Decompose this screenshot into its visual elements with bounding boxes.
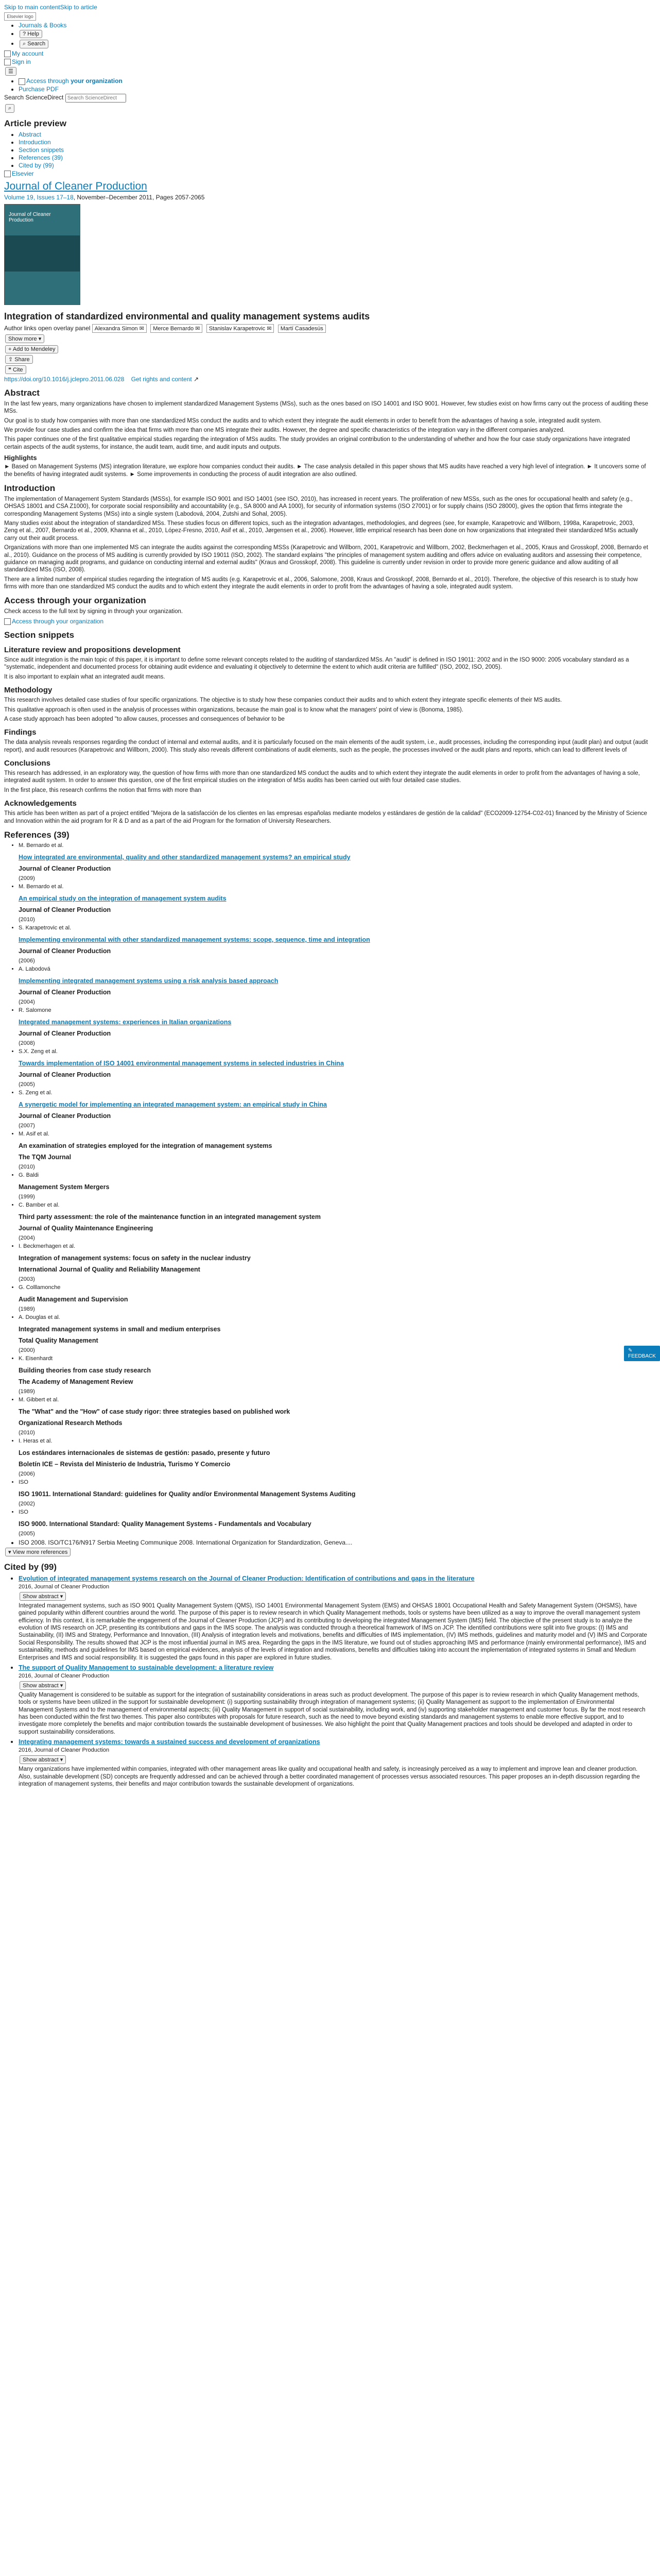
- mail-icon: ✉: [195, 325, 200, 332]
- reference-year: (2004): [19, 1234, 35, 1241]
- reference-year: (1989): [19, 1388, 35, 1395]
- volume-info: , November–December 2011, Pages 2057-2065: [73, 193, 205, 201]
- cited-meta: 2016, Journal of Cleaner Production: [19, 1672, 110, 1679]
- reference-journal: Journal of Cleaner Production: [19, 1029, 111, 1037]
- reference-title[interactable]: Implementing integrated management systems using a risk analysis based approach: [19, 977, 279, 985]
- meth-p3: A case study approach has been adopted "to allow causes, processes and consequences of behavior to be: [4, 716, 285, 722]
- institution-icon: [4, 618, 11, 625]
- search-submit-button[interactable]: [5, 104, 14, 113]
- reference-last-item: • ISO 2008. ISO/TC176/N917 Serbia Meeting Communique 2008. International Organization for Standardization, Geneva....: [19, 1539, 649, 1546]
- meth-p2: This qualitative approach is often used in the analysis of processes within organizations, because the main goal is to know what the managers' point of view is (Bonoma, 1985).: [4, 706, 464, 713]
- search-input[interactable]: [65, 94, 126, 103]
- reference-item: [19, 966, 649, 1005]
- reference-author: • S. Zeng et al.: [19, 1090, 649, 1096]
- lit-p1: Since audit integration is the main topic of this paper, it is important to define some relevant concepts related to the auditing of standardized MSs. An "audit" is defined in ISO 19011: 2002 and in the ISO 9000: 2005 vocabulary standard as a "systematic, independent and documented process for obtaining audit evidence and evaluating it objectively to determine the extent to which audit criteria are fulfilled" (ISO, 2002, ISO, 2005).: [4, 657, 629, 671]
- reference-item: [19, 1355, 649, 1395]
- view-more-references-button[interactable]: ▾ View more references: [5, 1548, 71, 1556]
- chevron-down-icon: ▾: [60, 1682, 63, 1689]
- reference-journal: Organizational Research Methods: [19, 1419, 123, 1427]
- reference-title: Building theories from case study research: [19, 1366, 151, 1374]
- article-title: Integration of standardized environmental and quality management systems audits: [4, 311, 370, 321]
- abstract-p4: This paper continues one of the first qualitative empirical studies regarding the integration of MSs audits. The study provides an original contribution to the understanding of whether and how the four case study organizations have integrated certain aspects of the audit systems, for instance, the audit team, audit time, and audit inputs and outputs.: [4, 436, 630, 450]
- preview-toc: [19, 131, 649, 169]
- journals-books-link[interactable]: Journals & Books: [19, 21, 67, 29]
- external-link-icon: ↗: [194, 375, 199, 383]
- cited-by-list: [4, 1574, 649, 1788]
- highlights-heading: Highlights: [4, 454, 37, 462]
- show-more-button[interactable]: Show more ▾: [5, 334, 44, 343]
- reference-title: Management System Mergers: [19, 1183, 110, 1191]
- reference-item: [19, 884, 649, 923]
- reference-item: [19, 1172, 649, 1200]
- reference-item: [19, 925, 649, 964]
- reference-title: Third party assessment: the role of the maintenance function in an integrated management system: [19, 1213, 321, 1221]
- reference-title[interactable]: Integrated management systems: experiences in Italian organizations: [19, 1018, 232, 1026]
- lit-p2: It is also important to explain what an integrated audit means.: [4, 673, 165, 680]
- sign-in-link[interactable]: Sign in: [12, 58, 31, 65]
- lit-review-heading: Literature review and propositions development: [4, 646, 181, 655]
- skip-link[interactable]: Skip to main contentSkip to article: [4, 4, 97, 11]
- reference-author: • G. Colllamonche: [19, 1284, 649, 1291]
- cited-meta: 2016, Journal of Cleaner Production: [19, 1583, 110, 1590]
- reference-year: (2006): [19, 1470, 35, 1477]
- mail-icon: ✉: [267, 325, 272, 332]
- author-3[interactable]: Stanislav Karapetrovic ✉: [206, 324, 274, 333]
- cover-title: Journal of Cleaner Production: [9, 211, 51, 223]
- access-through-org-link[interactable]: Access through your organization: [12, 617, 104, 625]
- reference-journal: International Journal of Quality and Reliability Management: [19, 1265, 200, 1273]
- access-org-link[interactable]: Access through your organization: [26, 77, 123, 85]
- ack-heading: Acknowledgements: [4, 799, 77, 808]
- conc-p1: This research has addressed, in an exploratory way, the question of how firms with more than one standardized MS conduct the audits and to which extent they integrate the audit elements in order to profit from the advantages of having a sole, integrated audit system. In order to answer this question, one of the first empirical studies on the integration of MSs audits has been carried out with four detailed case studies.: [4, 770, 640, 784]
- reference-journal: Journal of Cleaner Production: [19, 1112, 111, 1120]
- share-button[interactable]: ⇪ Share: [5, 355, 33, 364]
- author-4[interactable]: Martí Casadesús: [278, 325, 326, 333]
- reference-item: [19, 1007, 649, 1046]
- find-p1: The data analysis reveals responses regarding the conduct of internal and external audits, and it is particularly focused on the main elements of the audit system, i.e., audit processes, including the corresponding input (audit plan) and output (audit report), and audit resources (Karapetrovic and Willborn, 2000). This study also reveals different combinations of audit elements, such as the people, the processes involved or the audit plans and reports, which can lead to different levels of: [4, 739, 648, 753]
- preview-heading: Article preview: [4, 118, 66, 128]
- reference-journal: Journal of Cleaner Production: [19, 865, 111, 872]
- reference-year: (1999): [19, 1193, 35, 1200]
- intro-p4: There are a limited number of empirical studies regarding the integration of MS audits (e.g. Karapetrovic et al., 2006, Salomone, 2008, Kraus and Grosskopf, 2008, Bernardo et al., 2010). Therefore, the objective of this research is to study how firms with more than one standardized MS conduct the audits and to which extent they integrate the audit elements in order to profit from the advantages of having a sole, integrated audit system.: [4, 576, 638, 590]
- help-icon: ?: [23, 30, 26, 37]
- reference-title: Integration of management systems: focus on safety in the nuclear industry: [19, 1254, 251, 1262]
- hamburger-icon: ☰: [8, 69, 13, 75]
- chevron-down-icon: ▾: [8, 1549, 11, 1555]
- reference-year: (2007): [19, 1122, 35, 1129]
- reference-year: (2005): [19, 1530, 35, 1537]
- reference-item: [19, 1243, 649, 1282]
- reference-author: • S. Karapetrovic et al.: [19, 925, 649, 931]
- author-1[interactable]: Alexandra Simon ✉: [92, 324, 147, 333]
- reference-author: • ISO: [19, 1509, 649, 1515]
- institution-icon: [19, 78, 25, 85]
- access-text: Check access to the full text by signing in through your organization.: [4, 608, 183, 615]
- show-abstract-button[interactable]: Show abstract ▾: [20, 1592, 66, 1601]
- reference-item: [19, 1090, 649, 1129]
- reference-author: • I. Heras et al.: [19, 1438, 649, 1444]
- reference-title: The "What" and the "How" of case study rigor: three strategies based on published work: [19, 1408, 290, 1415]
- plus-icon: +: [8, 346, 12, 352]
- reference-title: ISO 9000. International Standard: Quality Management Systems - Fundamentals and Vocabulary: [19, 1520, 311, 1528]
- share-icon: ⇪: [8, 356, 13, 363]
- cited-title[interactable]: • The support of Quality Management to sustainable development: a literature review: [19, 1664, 274, 1671]
- reference-item: [19, 1202, 649, 1241]
- reference-title[interactable]: Implementing environmental with other standardized management systems: scope, sequence, time and integration: [19, 936, 370, 943]
- reference-title: Los estándares internacionales de sistemas de gestión: pasado, presente y futuro: [19, 1449, 270, 1456]
- search-icon: ⌕: [23, 40, 26, 47]
- reference-item: [19, 1314, 649, 1353]
- journal-title[interactable]: Journal of Cleaner Production: [4, 180, 147, 192]
- feedback-icon: ✎: [628, 1348, 633, 1353]
- reference-journal: Journal of Cleaner Production: [19, 947, 111, 955]
- author-2[interactable]: Merce Bernardo ✉: [150, 324, 202, 333]
- elsevier-icon: [4, 171, 11, 177]
- reference-journal: Journal of Cleaner Production: [19, 906, 111, 913]
- reference-item: [19, 1438, 649, 1477]
- methodology-heading: Methodology: [4, 686, 53, 695]
- cite-button[interactable]: ❝ Cite: [5, 365, 26, 374]
- cited-item: [19, 1574, 649, 1662]
- access-heading: Access through your organization: [4, 596, 146, 606]
- purchase-pdf-link[interactable]: Purchase PDF: [19, 85, 59, 93]
- intro-p2: Many studies exist about the integration of standardized MSs. These studies focus on different topics, such as the integration advantages, methodologies, and degrees (see, for example, Karapetrovic and Willborn, 1998a, Karapetrovic, 2003, Zeng et al., 2007, Bernardo et al., 2009, Khanna et al., 2010, López-Fresno, 2010, Asif et al., 2010, Jørgensen et al., 2006). However, little empirical research has been done on how organizations that integrated their standardized MSs actually carry out their audit process.: [4, 520, 638, 541]
- article-actions: [4, 345, 649, 375]
- reference-last: [19, 1539, 649, 1546]
- reference-journal: Journal of Quality Maintenance Engineering: [19, 1224, 153, 1232]
- elsevier-logo[interactable]: Elsevier logo: [4, 12, 36, 21]
- abstract-p2: Our goal is to study how companies with more than one standardized MSs conduct the audits and to which extent they integrate the audit elements in order to benefit from the advantages of having a sole, integrated audit system.: [4, 417, 602, 424]
- abstract-p1: In the last few years, many organizations have chosen to implement standardized Management Systems (MSs), such as the ones based on ISO 14001 and ISO 9001. However, few studies exist on how firms carry out the process of auditing these MSs.: [4, 400, 648, 415]
- reference-year: (2010): [19, 1163, 35, 1170]
- access-options: [19, 77, 649, 92]
- reference-author: • M. Asif et al.: [19, 1131, 649, 1137]
- reference-author: • G. Baldi: [19, 1172, 649, 1178]
- reference-author: • C. Bamber et al.: [19, 1202, 649, 1208]
- toc-introduction[interactable]: Introduction: [19, 138, 51, 146]
- reference-item: [19, 1048, 649, 1088]
- reference-journal: Journal of Cleaner Production: [19, 1071, 111, 1078]
- toc-abstract[interactable]: Abstract: [19, 130, 42, 138]
- show-abstract-button[interactable]: Show abstract ▾: [20, 1681, 66, 1690]
- show-abstract-button[interactable]: Show abstract ▾: [20, 1755, 66, 1764]
- reference-year: (2010): [19, 916, 35, 923]
- reference-item: [19, 1397, 649, 1436]
- reference-year: (2010): [19, 1429, 35, 1436]
- reference-author: • M. Bernardo et al.: [19, 884, 649, 890]
- cited-title[interactable]: • Evolution of integrated management systems research on the Journal of Cleaner Production: Identification of contributions and gaps in the literature: [19, 1574, 475, 1582]
- reference-title[interactable]: How integrated are environmental, quality and other standardized management systems? an empirical study: [19, 853, 351, 861]
- reference-item: [19, 1509, 649, 1537]
- snippets-heading: Section snippets: [4, 630, 75, 640]
- intro-p3: Organizations with more than one implemented MS can integrate the audits against the corresponding MSSs (Karapetrovic and Willborn, 2001, Karapetrovic and Willborn, 2002, Beckmerhagen et al., 2005, Kraus and Grosskopf, 2008, Bernardo et al., 2010). Guidance on the process of MS auditing is currently provided by ISO 19011 (ISO, 2002). The standard explains "the principles of management system auditing and offers advice on evaluating auditors and assessing their competence, guidance on managing audit programs, and guidance on conducting internal and external audits" (Kraus and Grosskopf, 2008). This guideline is currently under revision in order to provide more generic guidance and allow auditing of all standardized MSs (ISO, 2008).: [4, 545, 649, 573]
- introduction-heading: Introduction: [4, 483, 56, 493]
- my-account-link[interactable]: My account: [12, 49, 44, 57]
- meth-p1: This research involves detailed case studies of four specific organizations. The objective is to study how these companies conduct their audits and to which extent they integrate specific elements of their MS audits.: [4, 697, 562, 704]
- reference-item: [19, 1131, 649, 1170]
- reference-title: An examination of strategies employed for the integration of management systems: [19, 1142, 272, 1149]
- reference-author: • K. Eisenhardt: [19, 1355, 649, 1362]
- reference-year: (1989): [19, 1306, 35, 1312]
- cited-item: [19, 1664, 649, 1736]
- reference-author: • M. Bernardo et al.: [19, 842, 649, 849]
- chevron-down-icon: ▾: [38, 335, 42, 342]
- reference-author: • S.X. Zeng et al.: [19, 1048, 649, 1055]
- abstract-heading: Abstract: [4, 387, 40, 398]
- cited-item: [19, 1738, 649, 1788]
- reference-title: ISO 19011. International Standard: guidelines for Quality and/or Environmental Management Systems Auditing: [19, 1490, 356, 1498]
- highlights-text: ► Based on Management Systems (MS) integration literature, we explore how companies conduct their audits. ► The case analysis detailed in this paper shows that MS audits have reached a very high level of integration. ► It uncovers some of the benefits of having integrated audit systems. ► Some improvements in conducting the process of audit integration are also outlined.: [4, 464, 646, 478]
- cited-abstract: Integrated management systems, such as ISO 9001 Quality Management System (QMS), ISO 14001 Environmental Management System (EMS) and OHSAS 18001 Occupational Health and Safety Management System (OHSMS), have gained popularity within different countries around the world. The purpose of this paper is to review research in which Quality Management methods, tools or systems have been utilized as a way to improve the overall management system efficiency. In this context, it is remarkable the engagement of the Journal of Cleaner Production (JCP) and its contributing to developing the integrated Management System (IMS) field. The objective of the present study is to analyze the evolution of IMS research on JCP, presenting its contributions and gaps in the IMS scope. The analysis was conducted through a theoretical framework of IMS on JCP. The identified contributions were split into five groups: (I) IMS and Sustainability, (II) IMS and Strategy, Performance and Innovation, (III) Analysis of integration levels and motivations, benefits and difficulties of IMS implementation, (IV) IMS methods, guidelines and maturity model and (V) IMS and Corporate Social Responsibility. The results showed that JCP is the most influential journal in IMS area. Regarding the gaps in the IMS literature, we found out of studies approaching IMS and performance (mainly environmental performance), IMS and sustainability, methods and guidelines for IMS based on empirical evidences, analysis of the levels of integration and motivations, benefits and difficulties taking into account the implementation of integrated systems in Small and Medium Enterprises and IMS and social responsibility. It is suggested the gaps found in this paper are explored in future studies.: [19, 1602, 647, 1661]
- reference-title[interactable]: Towards implementation of ISO 14001 environmental management systems in selected industries in China: [19, 1059, 344, 1067]
- conclusions-heading: Conclusions: [4, 759, 51, 768]
- reference-journal: The Academy of Management Review: [19, 1378, 133, 1385]
- chevron-down-icon: ▾: [60, 1593, 63, 1600]
- account-icon: [4, 50, 11, 57]
- ack-p1: This article has been written as part of a project entitled "Mejora de la satisfacción de los clientes en las empresas españolas mediante modelos y estándares de gestión de la calidad" (ECO2009-12754-C02-01) financed by the Ministry of Science and Innovation within the aid program for R & D and as a part of the aid Program for the formation of University Researchers.: [4, 810, 647, 824]
- reference-item: [19, 1479, 649, 1507]
- volume-link[interactable]: Volume 19, Issues 17–18: [4, 193, 74, 201]
- top-nav: [19, 22, 649, 49]
- search-button[interactable]: ⌕ Search: [20, 40, 48, 48]
- cited-title[interactable]: • Integrating management systems: towards a sustained success and development of organizations: [19, 1738, 320, 1746]
- reference-year: (2009): [19, 875, 35, 882]
- reference-year: (2006): [19, 957, 35, 964]
- toc-cited-by[interactable]: Cited by (99): [19, 161, 54, 169]
- cited-abstract: Many organizations have implemented within companies, integrated with other management areas like quality and occupational health and safety, is increasingly perceived as a way to implement and improve lean and cleaner production. Also, sustainable development (SD) concepts are frequently addressed and can be achieved through a better coordinated management of processes versus associated resources. This paper proposes an in-depth discussion regarding the integration of management systems, their benefits and major contribution towards the sustainable development of organizations.: [19, 1766, 640, 1787]
- menu-button[interactable]: [5, 67, 16, 76]
- reference-title: Integrated management systems in small and medium enterprises: [19, 1325, 221, 1333]
- cited-by-heading: Cited by (99): [4, 1562, 57, 1572]
- reference-author: • ISO: [19, 1479, 649, 1485]
- reference-journal: The TQM Journal: [19, 1153, 72, 1161]
- reference-year: (2008): [19, 1040, 35, 1046]
- toc-section-snippets[interactable]: Section snippets: [19, 146, 64, 154]
- quote-icon: ❝: [8, 366, 11, 373]
- add-mendeley-button[interactable]: + Add to Mendeley: [5, 345, 58, 353]
- reference-title[interactable]: An empirical study on the integration of management system audits: [19, 894, 227, 902]
- reference-year: (2000): [19, 1347, 35, 1353]
- search-icon: ⌕: [8, 105, 12, 111]
- reference-author: • A. Douglas et al.: [19, 1314, 649, 1320]
- reference-list: [4, 842, 649, 1537]
- reference-journal: Journal of Cleaner Production: [19, 988, 111, 996]
- reference-author: • A. Labodová: [19, 966, 649, 972]
- doi-link[interactable]: https://doi.org/10.1016/j.jclepro.2011.06.028: [4, 375, 125, 383]
- cited-meta: 2016, Journal of Cleaner Production: [19, 1747, 110, 1754]
- rights-link[interactable]: Get rights and content: [131, 375, 192, 383]
- reference-author: • I. Beckmerhagen et al.: [19, 1243, 649, 1249]
- reference-title[interactable]: A synergetic model for implementing an integrated management system: an empirical study in China: [19, 1100, 327, 1108]
- reference-item: [19, 842, 649, 882]
- reference-title: Audit Management and Supervision: [19, 1295, 128, 1303]
- feedback-button[interactable]: ✎ FEEDBACK: [624, 1346, 660, 1361]
- abstract-p3: We provide four case studies and confirm the idea that firms with more than one MS integrate their audits. However, the degree and specific characteristics of the integration vary in the different companies analyzed.: [4, 427, 565, 433]
- elsevier-link[interactable]: Elsevier: [12, 170, 34, 177]
- sign-in-icon: [4, 59, 11, 65]
- reference-year: (2003): [19, 1276, 35, 1282]
- intro-p1: The implementation of Management System Standards (MSSs), for example ISO 9001 and ISO 14001 (see ISO, 2010), has increased in recent years. The proliferation of new MSSs, such as the ones for occupational health and safety (e.g., OHSAS 18001 and CSA Z1000), for corporate social responsibility and accountability (e.g., SA 8000 and AA 1000), for security of information systems (ISO 27001) or for supply chains (ISO 28000), gives the option that firms integrate the corresponding Management Systems (MSs) into a single system (Labodová, 2004, Zutshi and Sohal, 2005).: [4, 496, 633, 517]
- conc-p2: In the first place, this research confirms the notion that firms with more than: [4, 787, 201, 793]
- reference-year: (2002): [19, 1500, 35, 1507]
- mail-icon: ✉: [139, 325, 144, 332]
- reference-author: • R. Salomone: [19, 1007, 649, 1013]
- reference-journal: Total Quality Management: [19, 1336, 98, 1344]
- help-button[interactable]: ? Help: [20, 30, 42, 38]
- reference-year: (2005): [19, 1081, 35, 1088]
- reference-author: • M. Gibbert et al.: [19, 1397, 649, 1403]
- toc-references[interactable]: References (39): [19, 154, 63, 161]
- journal-cover[interactable]: [4, 204, 80, 305]
- cited-abstract: Quality Management is considered to be suitable as support for the integration of sustainability considerations in areas such as product development. The purpose of this paper is to review research in which Quality Management methods, tools or systems have been utilized in the support for sustainable development: (i) supporting sustainability through integration of management systems; (ii) Quality Management as support to the implementation of Environmental Management Systems and to the management of environmental aspects; (iii) Quality Management in support of social sustainability, including work, and (iv) supporting stakeholder management and customer focus. By far the most research has been conducted within the first two themes. This paper also contributes with proposals for future research, such as the need to move beyond existing standards and management systems to enable more effective support, and to investigate more completely the benefits and major contribution towards the sustainable development of businesses. We also highlight the point that Quality Management practices and tools should be developed and adapted in order to support sustainability considerations.: [19, 1691, 646, 1735]
- cover-band: [5, 235, 80, 272]
- reference-item: [19, 1284, 649, 1312]
- reference-journal: Boletín ICE – Revista del Ministerio de Industria, Turismo Y Comercio: [19, 1460, 231, 1468]
- reference-year: (2004): [19, 998, 35, 1005]
- search-label: Search ScienceDirect: [4, 93, 64, 101]
- author-links-label: Author links open overlay panel: [4, 324, 91, 332]
- chevron-down-icon: ▾: [60, 1757, 63, 1764]
- references-heading: References (39): [4, 829, 70, 840]
- findings-heading: Findings: [4, 728, 37, 737]
